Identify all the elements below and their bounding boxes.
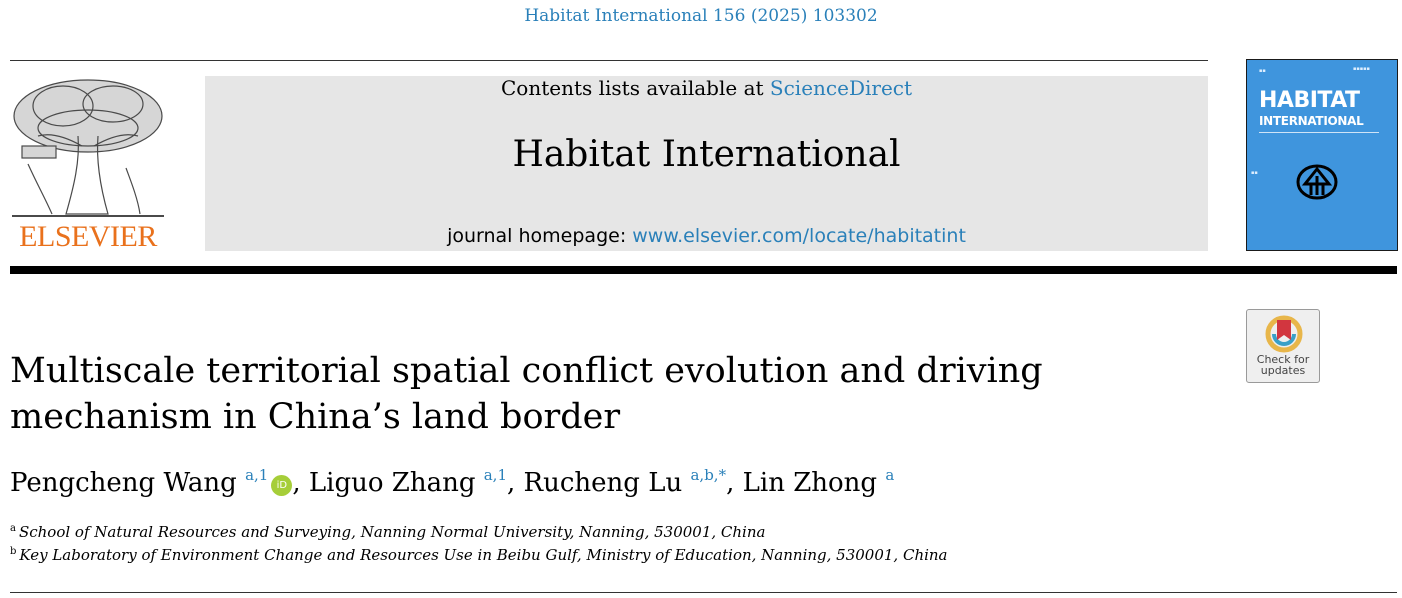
author-name[interactable]: Rucheng Lu: [523, 468, 683, 498]
header-thick-rule: [10, 266, 1397, 274]
author-affiliation-marker[interactable]: a: [885, 466, 895, 484]
homepage-prefix: journal homepage:: [447, 225, 633, 247]
journal-masthead: [205, 76, 1208, 251]
article-title: Multiscale territorial spatial conflict evolution and driving mechanism in China’s land border: [10, 351, 1043, 437]
check-updates-label: [1247, 354, 1319, 376]
check-for-updates-button[interactable]: [1246, 309, 1320, 383]
publisher-name: ELSEVIER: [19, 220, 157, 253]
author-affiliation-marker[interactable]: a,1: [483, 466, 507, 484]
check-updates-line2: updates: [1260, 364, 1306, 377]
journal-title: Habitat International: [512, 134, 901, 175]
contents-line: [205, 76, 1208, 100]
sciencedirect-link[interactable]: ScienceDirect: [769, 76, 913, 100]
author-affiliation-marker[interactable]: a,b,*: [690, 466, 727, 484]
elsevier-tree-logo-icon: [8, 76, 168, 221]
author-affiliation-marker[interactable]: a,1: [245, 466, 269, 484]
contents-prefix: Contents lists available at: [500, 76, 770, 100]
affiliation-item: [10, 523, 948, 546]
check-updates-line1: Check for: [1256, 353, 1310, 366]
running-head[interactable]: Habitat International 156 (2025) 103302: [524, 6, 878, 26]
author-list: Pengcheng Wang $^{a,1}$iD , Liguo Zhang $^{a,1}$, Rucheng Lu $^{a,b,*}$, Lin Zhong $^a$: [10, 466, 895, 498]
affiliation-mark: a: [10, 523, 16, 534]
journal-homepage-link[interactable]: www.elsevier.com/locate/habitatint: [632, 225, 966, 247]
cover-title-line2: INTERNATIONAL: [1259, 114, 1364, 128]
top-rule: [10, 60, 1208, 61]
section-rule: [10, 592, 1397, 593]
affiliation-text: Key Laboratory of Environment Change and Resources Use in Beibu Gulf, Ministry of Education, Nanning, 530001, China: [19, 546, 948, 564]
bookmark-ring-icon: [1264, 314, 1304, 354]
publisher-logo[interactable]: [8, 76, 168, 254]
homepage-line: [205, 225, 1208, 247]
habitat-emblem-icon: [1296, 164, 1338, 200]
journal-cover[interactable]: [1246, 59, 1398, 251]
affiliation-list: [10, 523, 948, 569]
cover-small-print: ▪▪: [1251, 170, 1258, 176]
cover-small-print: ▪▪▪▪▪: [1353, 66, 1370, 72]
cover-subtitle-lines: [1259, 132, 1379, 139]
author-name[interactable]: Pengcheng Wang: [10, 468, 237, 498]
affiliation-item: [10, 546, 948, 569]
affiliation-mark: b: [10, 546, 17, 557]
affiliation-text: School of Natural Resources and Surveying, Nanning Normal University, Nanning, 530001, China: [18, 523, 766, 541]
orcid-icon[interactable]: iD: [271, 475, 292, 496]
cover-title-line1: HABITAT: [1259, 88, 1360, 113]
author-name[interactable]: Lin Zhong: [742, 468, 878, 498]
author-name[interactable]: Liguo Zhang: [308, 468, 476, 498]
cover-small-print: ▪▪: [1259, 68, 1266, 74]
